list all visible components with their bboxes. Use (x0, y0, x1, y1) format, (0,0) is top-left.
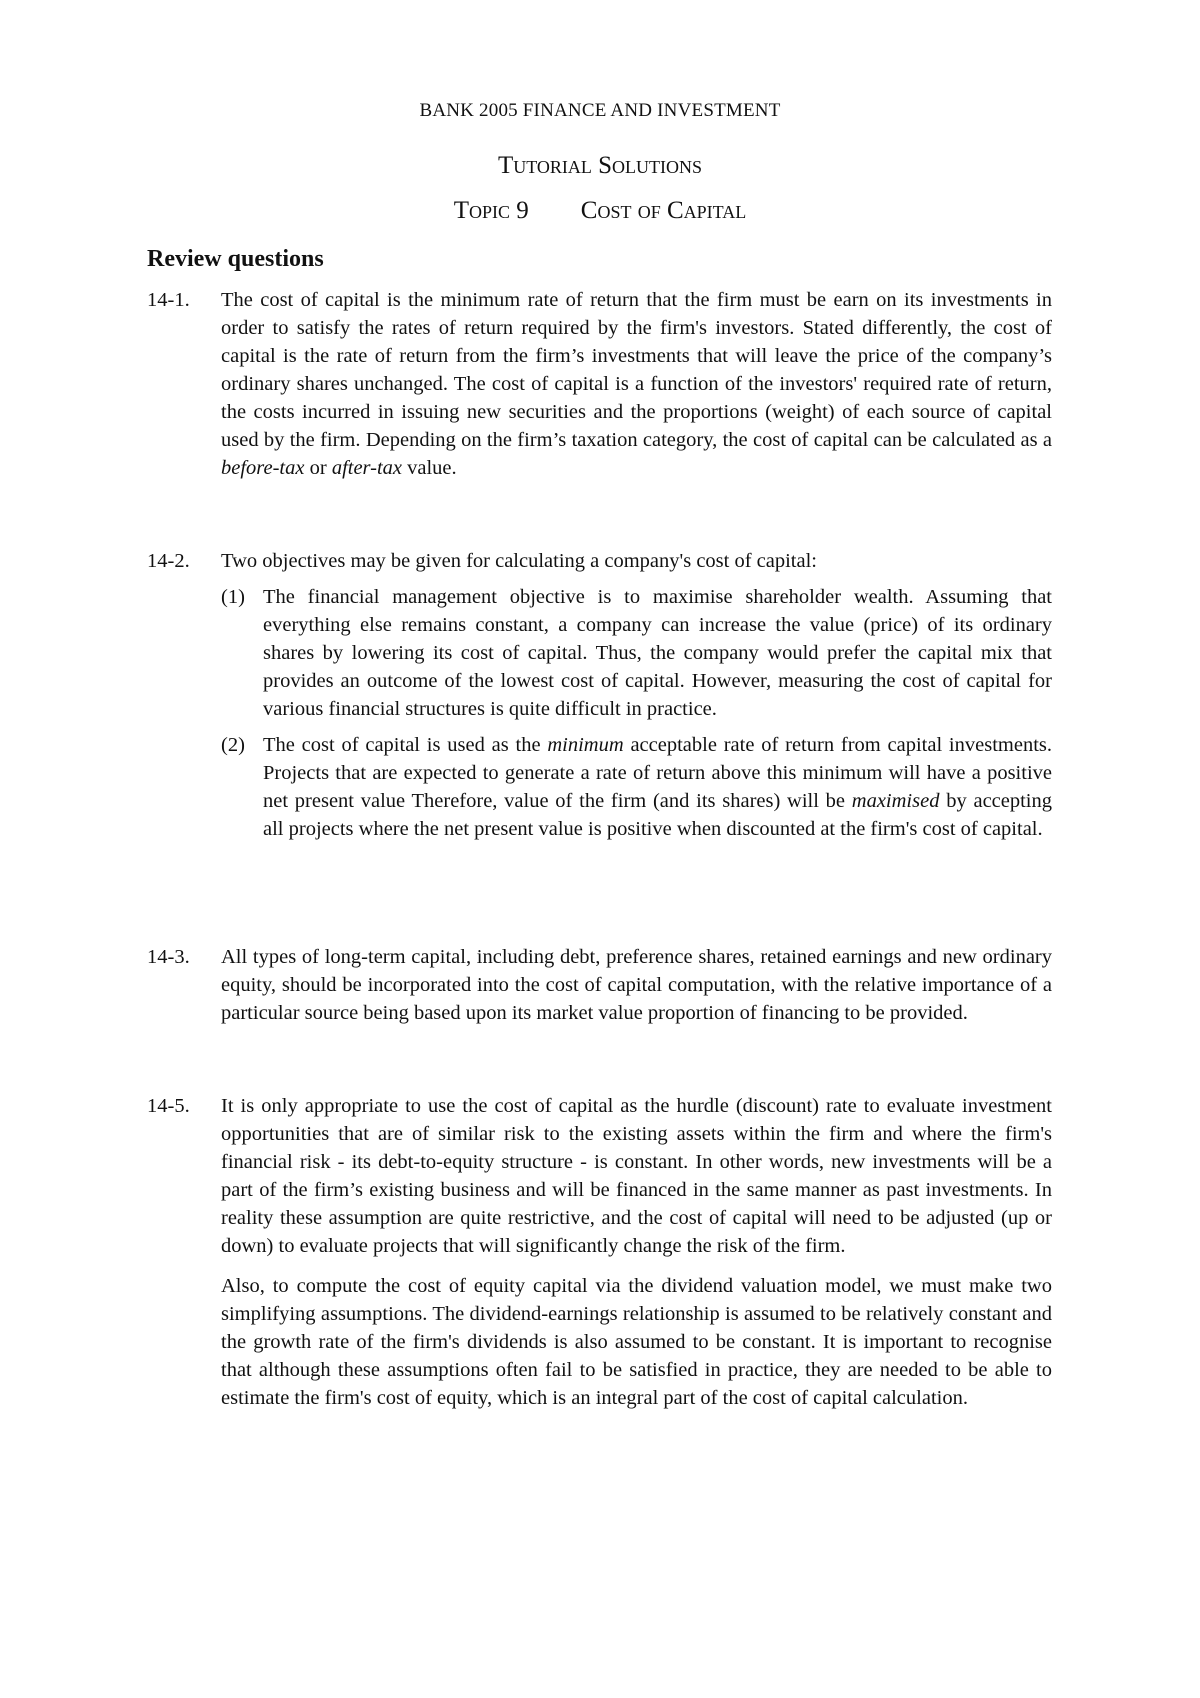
document-subtitle: Tutorial Solutions (497, 152, 703, 179)
topic-heading (0, 197, 1200, 225)
answer-point (221, 731, 1052, 843)
answer-text (221, 547, 1052, 843)
question-14-3 (147, 943, 1052, 1027)
point-text (263, 731, 1052, 843)
answer-text (221, 286, 1052, 482)
emphasis-text: after-tax (331, 457, 402, 479)
answer-intro: Two objectives may be given for calculating a company's cost of capital: (221, 550, 817, 572)
question-number: 14-3. (147, 946, 190, 968)
answer-text (221, 943, 1052, 1027)
point-label: (2) (221, 734, 245, 756)
course-title: BANK 2005 FINANCE AND INVESTMENT (419, 100, 781, 121)
answer-text-part: or (309, 457, 327, 479)
question-number: 14-2. (147, 550, 190, 572)
section-title: Review questions (147, 246, 324, 272)
topic-title: Cost of Capital (580, 197, 747, 224)
answer-text-part: value. (407, 457, 457, 479)
point-label: (1) (221, 586, 245, 608)
question-14-5 (147, 1092, 1052, 1412)
topic-number: Topic 9 (453, 197, 529, 224)
point-text-part: The cost of capital is used as the (263, 734, 541, 756)
answer-paragraph: Also, to compute the cost of equity capital via the dividend valuation model, we must make two simplifying assumptions. The dividend-earnings relationship is assumed to be relatively constant and the growth rate of the firm's dividends is also assumed to be constant. It is important to recognise that although these assumptions often fail to be satisfied in practice, they are needed to be able to estimate the firm's cost of equity, which is an integral part of the cost of capital calculation. (221, 1275, 1052, 1409)
answer-text (221, 1092, 1052, 1412)
answer-text-part: The cost of capital is the minimum rate of return that the firm must be earn on its investments in order to satisfy the rates of return required by the firm's investors. Stated differently, the cost of capital is the rate of return from the firm’s investments that will leave the price of the company’s ordinary shares unchanged. The cost of capital is a function of the investors' required rate of return, the costs incurred in issuing new securities and the proportions (weight) of each source of capital used by the firm. Depending on the firm’s taxation category, the cost of capital can be calculated as a (221, 289, 1052, 451)
point-text-part: by accepting all projects where the net present value is positive when discounted at the firm's cost of capital. (263, 790, 1053, 840)
answer-paragraph: It is only appropriate to use the cost of capital as the hurdle (discount) rate to evaluate investment opportunities that are of similar risk to the existing assets within the firm and where the firm's financial risk - its debt-to-equity structure - is constant. In other words, new investments will be a part of the firm’s existing business and will be financed in the same manner as past investments. In reality these assumption are quite restrictive, and the cost of capital will need to be adjusted (up or down) to evaluate projects that will significantly change the risk of the firm. (221, 1095, 1052, 1257)
question-number: 14-5. (147, 1095, 190, 1117)
answer-paragraph: All types of long-term capital, including debt, preference shares, retained earnings and new ordinary equity, should be incorporated into the cost of capital computation, with the relative importance of a particular source being based upon its market value proportion of financing to be provided. (221, 946, 1052, 1024)
answer-point (221, 583, 1052, 723)
question-14-2 (147, 547, 1052, 843)
emphasis-text: before-tax (221, 457, 305, 479)
emphasis-text: minimum (547, 734, 624, 756)
point-text-part: acceptable rate of return from capital investments. Projects that are expected to generate a rate of return above this minimum will have a positive net present value Therefore, value of the firm (and its shares) will be (263, 734, 1052, 812)
question-number: 14-1. (147, 289, 190, 311)
question-14-1 (147, 286, 1052, 482)
emphasis-text: maximised (851, 790, 940, 812)
point-text: The financial management objective is to maximise shareholder wealth. Assuming that everything else remains constant, a company can increase the value (price) of its ordinary shares by lowering its cost of capital. Thus, the company would prefer the capital mix that provides an outcome of the lowest cost of capital. However, measuring the cost of capital for various financial structures is quite difficult in practice. (263, 586, 1052, 720)
